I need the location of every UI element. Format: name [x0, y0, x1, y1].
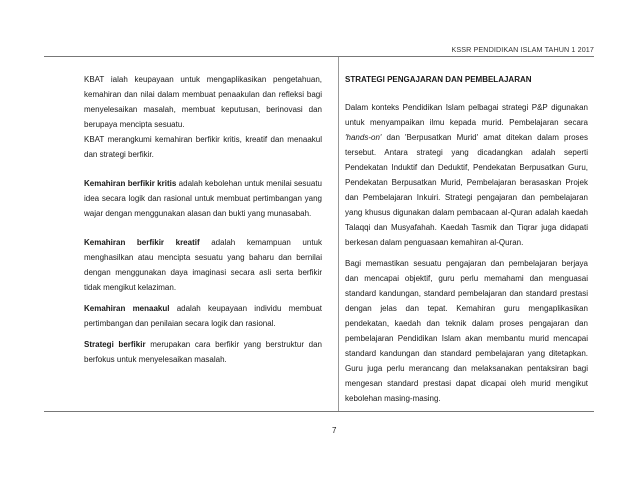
- column-divider: [338, 57, 339, 412]
- strategy-text-b: dan 'Berpusatkan Murid' amat ditekan dalam proses tersebut. Antara strategi yang dicadangkan adalah seperti Pendekatan Induktif dan Deduktif, Pendekatan Berpusatkan Guru, Pendekatan Berpusatkan Murid, Pembelajaran berasaskan Projek dan Pembelajaran Inkuiri. Strategi pengajaran dan pembelajaran yang khusus digunakan dalam pembacaan al-Quran adalah kaedah Talaqqi dan Musyafahah. Kaedah Tasmik dan Tiqrar juga didapati berkesan dalam penguasaan kemahiran al-Quran.: [345, 133, 588, 247]
- menaakul-definition: adalah keupayaan individu membuat pertimbangan dan penilaian secara logik dan rasional.: [84, 304, 322, 328]
- bottom-rule: [44, 411, 594, 412]
- kreatif-definition: adalah kemampuan untuk menghasilkan atau mencipta sesuatu yang baharu dan bernilai dengan menggunakan daya imaginasi secara asli serta berfikir tidak mengikut kelaziman.: [84, 238, 322, 292]
- kreatif-paragraph: [84, 235, 322, 295]
- strategy-paragraph: [345, 100, 588, 250]
- menaakul-paragraph: [84, 301, 322, 331]
- running-header: KSSR PENDIDIKAN ISLAM TAHUN 1 2017: [451, 45, 594, 54]
- kritis-term: Kemahiran berfikir kritis: [84, 179, 177, 188]
- hands-on-term: 'hands-on': [345, 133, 382, 142]
- menaakul-term: Kemahiran menaakul: [84, 304, 170, 313]
- kritis-definition: adalah kebolehan untuk menilai sesuatu idea secara logik dan rasional untuk membuat pertimbangan yang wajar dengan menggunakan alasan dan bukti yang munasabah.: [84, 179, 322, 218]
- left-column: [84, 72, 322, 367]
- strategi-definition: merupakan cara berfikir yang berstruktur dan berfokus untuk menyelesaikan masalah.: [84, 340, 322, 364]
- strategi-term: Strategi berfikir: [84, 340, 146, 349]
- kbat-definition: KBAT ialah keupayaan untuk mengaplikasikan pengetahuan, kemahiran dan nilai dalam membuat penaakulan dan refleksi bagi menyelesaikan masalah, membuat keputusan, berinovasi dan berupaya mencipta sesuatu.: [84, 75, 322, 129]
- section-heading: STRATEGI PENGAJARAN DAN PEMBELAJARAN: [345, 75, 532, 84]
- strategy-text-a: Dalam konteks Pendidikan Islam pelbagai strategi P&P digunakan untuk menyampaikan ilmu kepada murid. Pembelajaran secara: [345, 103, 588, 127]
- page-number: 7: [332, 426, 337, 435]
- header-rule: [44, 56, 594, 57]
- teacher-paragraph: Bagi memastikan sesuatu pengajaran dan pembelajaran berjaya dan mencapai objektif, guru perlu memahami dan menguasai standard kandungan, standard pembelajaran dan standard prestasi dengan jelas dan tepat. Kemahiran guru mengaplikasikan pendekatan, kaedah dan teknik dalam proses pengajaran dan pembelajaran Pendidikan Islam akan membantu murid mencapai standard kandungan dan standard pembelajaran yang ditetapkan. Guru juga perlu merancang dan melaksanakan pentaksiran bagi mengesan standard prestasi dapat dicapai oleh murid mengikut kebolehan masing-masing.: [345, 259, 588, 403]
- right-column: [345, 72, 588, 406]
- kbat-scope: KBAT merangkumi kemahiran berfikir kritis, kreatif dan menaakul dan strategi berfikir.: [84, 135, 322, 159]
- strategi-paragraph: [84, 337, 322, 367]
- kritis-paragraph: [84, 176, 322, 221]
- kreatif-term: Kemahiran berfikir kreatif: [84, 238, 200, 247]
